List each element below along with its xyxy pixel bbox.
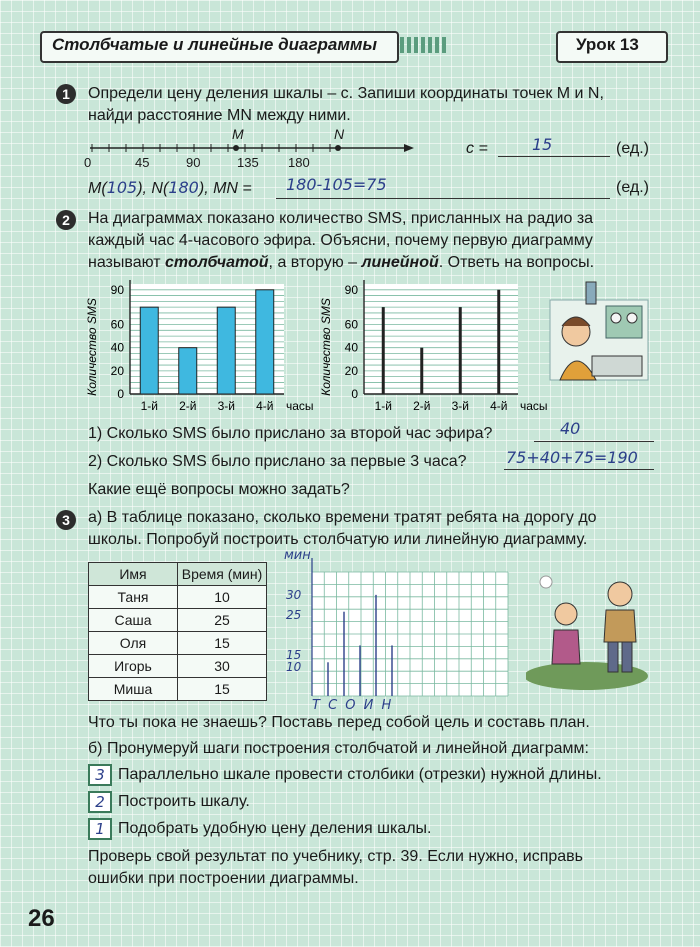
coords-n-prefix: ), N( bbox=[137, 180, 169, 197]
task2-text-line2: каждый час 4-часового эфира. Объясни, почему первую диаграмму bbox=[88, 232, 593, 249]
student-tick-30: 30 bbox=[286, 588, 302, 602]
line3-part-a: называют bbox=[88, 254, 166, 271]
student-y-unit: мин bbox=[284, 548, 311, 563]
student-tick-25: 25 bbox=[286, 608, 302, 622]
table-cell: Саша bbox=[89, 609, 178, 632]
student-tick-10: 10 bbox=[286, 660, 302, 674]
y-tick-label: 60 bbox=[110, 317, 124, 332]
table-row bbox=[89, 655, 267, 678]
step-number-box[interactable]: 3 bbox=[88, 764, 112, 786]
x-tick-label: 2-й bbox=[413, 399, 431, 413]
table-cell: Оля bbox=[89, 632, 178, 655]
y-tick-label: 40 bbox=[110, 340, 124, 355]
table-cell: 15 bbox=[178, 632, 267, 655]
line-term: линейной bbox=[361, 254, 439, 271]
answer-1: 40 bbox=[560, 419, 581, 438]
x-tick-label: 4-й bbox=[256, 399, 274, 413]
scale-tick-label: 0 bbox=[84, 155, 92, 170]
scale-tick-label: 135 bbox=[237, 155, 259, 170]
x-tick-label: 1-й bbox=[374, 399, 392, 413]
y-tick-label: 60 bbox=[344, 317, 358, 332]
bar bbox=[140, 307, 158, 394]
table-header-time: Время (мин) bbox=[178, 563, 267, 586]
table-row bbox=[89, 632, 267, 655]
point-n-dot bbox=[335, 145, 341, 151]
step-text: Подобрать удобную цену деления шкалы. bbox=[118, 820, 432, 837]
coords-line bbox=[88, 177, 252, 200]
bar-term: столбчатой bbox=[165, 254, 269, 271]
question-3: Какие ещё вопросы можно задать? bbox=[88, 481, 350, 498]
student-grid-chart bbox=[280, 548, 520, 716]
scale-tick-label: 180 bbox=[288, 155, 310, 170]
task1-text-line1: Определи цену деления шкалы – c. Запиши координаты точек M и N, bbox=[88, 85, 604, 102]
page-title: Столбчатые и линейные диаграммы bbox=[52, 35, 378, 54]
task3-text-line1: а) В таблице показано, сколько времени тратят ребята на дорогу до bbox=[88, 509, 597, 526]
c-label: c = bbox=[466, 140, 488, 157]
radio-operator-illustration bbox=[546, 280, 652, 386]
m-coordinate: 105 bbox=[106, 178, 138, 197]
y-tick-label: 20 bbox=[344, 363, 358, 378]
x-tick-label: 4-й bbox=[490, 399, 508, 413]
task2-number: 2 bbox=[56, 210, 76, 230]
table-row bbox=[89, 586, 267, 609]
y-tick-label: 0 bbox=[351, 387, 358, 401]
page-number: 26 bbox=[28, 905, 55, 932]
mn-unit: (ед.) bbox=[616, 179, 649, 196]
x-unit-label: часы bbox=[520, 399, 548, 413]
table-cell: Таня bbox=[89, 586, 178, 609]
table-cell: 30 bbox=[178, 655, 267, 678]
coords-mn-prefix: ), MN = bbox=[198, 180, 252, 197]
x-tick-label: 3-й bbox=[451, 399, 469, 413]
check-line-2: ошибки при построении диаграммы. bbox=[88, 870, 359, 887]
goal-text: Что ты пока не знаешь? Поставь перед собой цель и составь план. bbox=[88, 714, 590, 731]
table-cell: Миша bbox=[89, 678, 178, 701]
table-row bbox=[89, 609, 267, 632]
scale-tick-label: 45 bbox=[135, 155, 150, 170]
table-header-row bbox=[89, 563, 267, 586]
table-cell: 15 bbox=[178, 678, 267, 701]
question-2: 2) Сколько SMS было прислано за первые 3 часа? bbox=[88, 453, 467, 470]
step-text: Построить шкалу. bbox=[118, 793, 250, 810]
bar bbox=[179, 348, 197, 394]
x-unit-label: часы bbox=[286, 399, 314, 413]
step-number-box[interactable]: 2 bbox=[88, 791, 112, 813]
coords-m-prefix: M( bbox=[88, 180, 107, 197]
point-n-label: N bbox=[334, 126, 345, 142]
y-tick-label: 90 bbox=[110, 282, 124, 297]
line-chart bbox=[318, 274, 548, 420]
lesson-label: Урок 13 bbox=[576, 35, 639, 54]
step-instruction: б) Пронумеруй шаги построения столбчатой и линейной диаграмм: bbox=[88, 740, 589, 757]
bar-chart bbox=[84, 274, 314, 420]
table-row bbox=[89, 678, 267, 701]
task1-text-line2: найди расстояние MN между ними. bbox=[88, 107, 351, 124]
check-line-1: Проверь свой результат по учебнику, стр. 39. Если нужно, исправь bbox=[88, 848, 583, 865]
x-tick-label: 1-й bbox=[140, 399, 158, 413]
travel-time-table bbox=[88, 562, 267, 701]
table-header-name: Имя bbox=[89, 563, 178, 586]
scale-tick-label: 90 bbox=[186, 155, 201, 170]
table-cell: 25 bbox=[178, 609, 267, 632]
y-axis-label: Количество SMS bbox=[319, 298, 333, 396]
point-m-label: M bbox=[232, 126, 244, 142]
x-tick-label: 2-й bbox=[179, 399, 197, 413]
student-tick-15: 15 bbox=[286, 648, 302, 662]
y-tick-label: 20 bbox=[110, 363, 124, 378]
mn-answer: 180-105=75 bbox=[286, 175, 387, 194]
bar bbox=[217, 307, 235, 394]
y-tick-label: 0 bbox=[117, 387, 124, 401]
y-tick-label: 90 bbox=[344, 282, 358, 297]
table-cell: 10 bbox=[178, 586, 267, 609]
task3-number: 3 bbox=[56, 510, 76, 530]
task2-text-line3 bbox=[88, 252, 594, 274]
line3-part-c: , а вторую – bbox=[268, 254, 362, 271]
point-m-dot bbox=[233, 145, 239, 151]
c-answer: 15 bbox=[532, 135, 553, 154]
task2-text-line1: На диаграммах показано количество SMS, присланных на радио за bbox=[88, 210, 594, 227]
table-cell: Игорь bbox=[89, 655, 178, 678]
student-x-letters: Т С О И Н bbox=[312, 698, 394, 713]
n-coordinate: 180 bbox=[168, 178, 199, 197]
y-tick-label: 40 bbox=[344, 340, 358, 355]
answer-1-line bbox=[534, 419, 654, 442]
task1-number: 1 bbox=[56, 84, 76, 104]
x-tick-label: 3-й bbox=[217, 399, 235, 413]
answer-2: 75+40+75=190 bbox=[506, 448, 638, 467]
header-stripes bbox=[400, 37, 446, 53]
y-axis-label: Количество SMS bbox=[85, 298, 99, 396]
task3-text-line2: школы. Попробуй построить столбчатую или линейную диаграмму. bbox=[88, 531, 588, 548]
step-text: Параллельно шкале провести столбики (отрезки) нужной длины. bbox=[118, 766, 602, 783]
bar bbox=[256, 290, 274, 394]
question-1: 1) Сколько SMS было прислано за второй час эфира? bbox=[88, 425, 493, 442]
line3-part-e: . Ответь на вопросы. bbox=[438, 254, 595, 271]
plot-background bbox=[364, 284, 518, 394]
step-number-box[interactable]: 1 bbox=[88, 818, 112, 840]
c-answer-line bbox=[498, 134, 610, 157]
c-unit: (ед.) bbox=[616, 140, 649, 157]
children-illustration bbox=[526, 572, 652, 690]
